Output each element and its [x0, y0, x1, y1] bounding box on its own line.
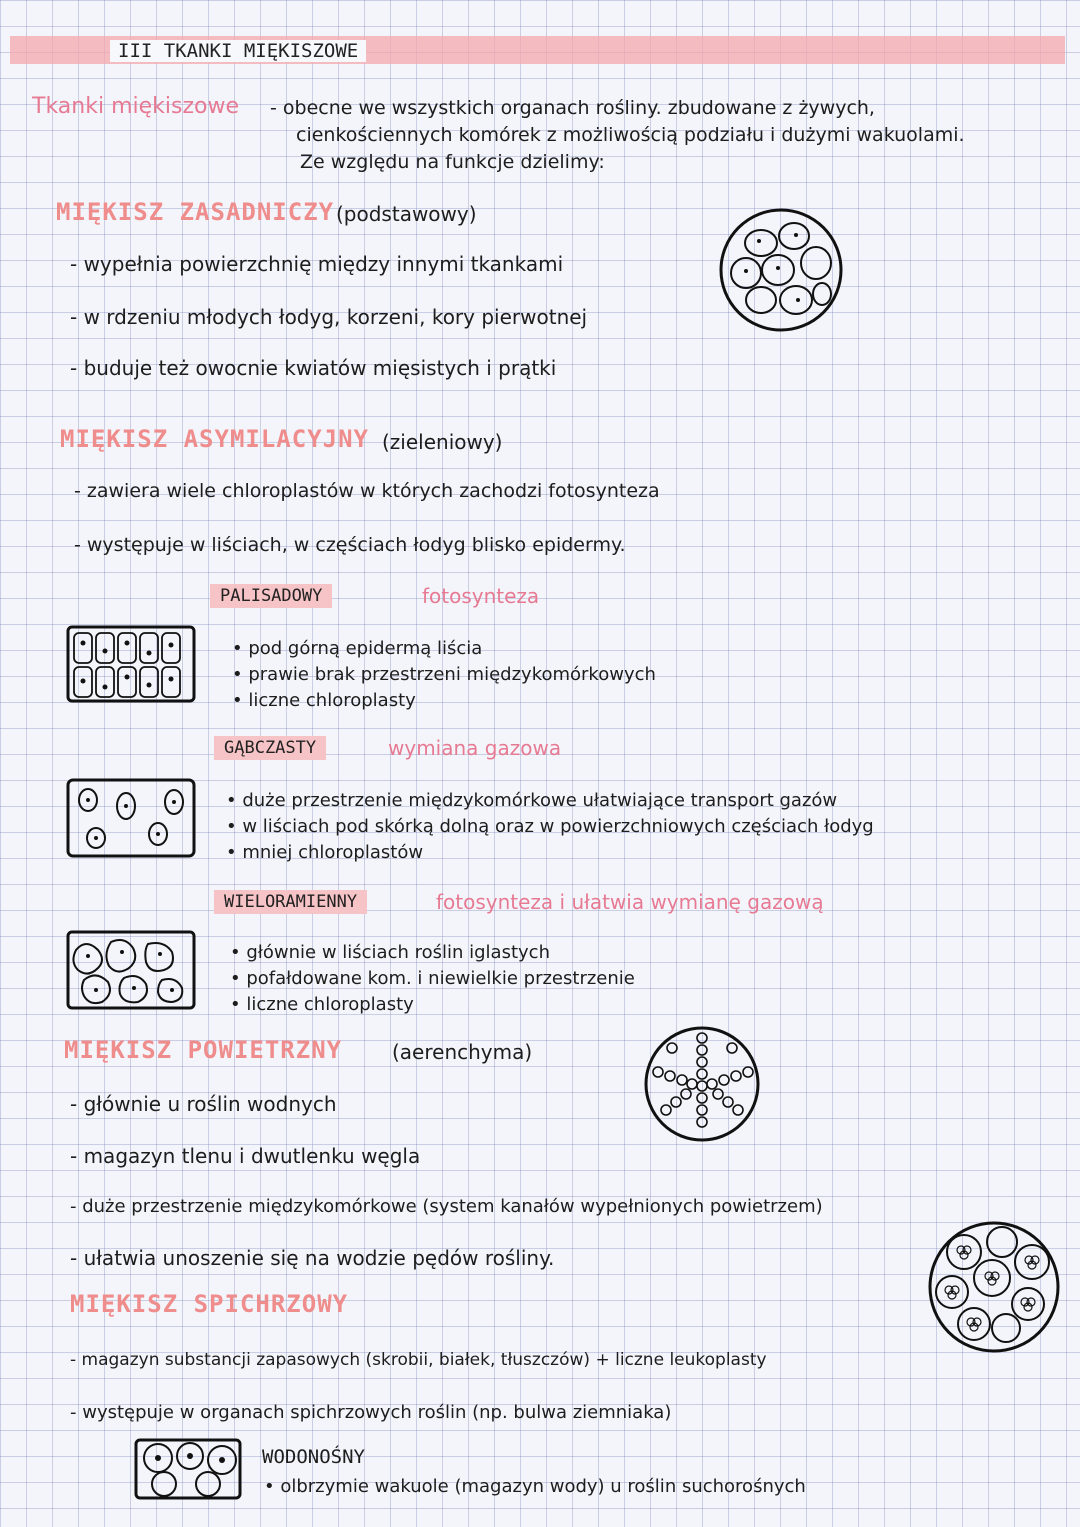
zasadniczy-cell-drawing: [716, 208, 846, 332]
note-powietrzny: (aerenchyma): [392, 1040, 533, 1064]
palisadowy-item-2: • prawie brak przestrzeni międzykomórkowych: [232, 662, 656, 688]
zasadniczy-item-1: - wypełnia powierzchnię między innymi tkankami: [70, 252, 564, 276]
spichrzowy-item-1: - magazyn substancji zapasowych (skrobii, białek, tłuszczów) + liczne leukoplasty: [70, 1350, 767, 1370]
powietrzny-item-4: - ułatwia unoszenie się na wodzie pędów rośliny.: [70, 1246, 555, 1270]
gabczasty-item-2: • w liściach pod skórką dolną oraz w powierzchniowych częściach łodyg: [226, 814, 874, 840]
tag-wieloramienny: WIELORAMIENNY: [214, 890, 367, 914]
zasadniczy-item-2: - w rdzeniu młodych łodyg, korzeni, kory pierwotnej: [70, 305, 588, 329]
palisadowy-cell-drawing: [66, 625, 196, 703]
tag-gabczasty: GĄBCZASTY: [214, 736, 326, 760]
heading-powietrzny: MIĘKISZ POWIETRZNY: [64, 1036, 343, 1064]
wieloramienny-item-1: • głównie w liściach roślin iglastych: [230, 940, 635, 966]
palisadowy-item-3: • liczne chloroplasty: [232, 688, 656, 714]
wieloramienny-item-2: • pofałdowane kom. i niewielkie przestrzenie: [230, 966, 635, 992]
heading-zasadniczy: MIĘKISZ ZASADNICZY: [56, 198, 335, 226]
gabczasty-list: [226, 788, 874, 866]
note-asymilacyjny: (zieleniowy): [382, 430, 503, 454]
function-palisadowy: fotosynteza: [422, 584, 540, 608]
intro-term: Tkanki miękiszowe: [32, 94, 239, 119]
wodonosny-cell-drawing: [134, 1438, 242, 1500]
label-wodonosny: WODONOŚNY: [262, 1446, 365, 1468]
asymilacyjny-item-1: - zawiera wiele chloroplastów w których zachodzi fotosynteza: [74, 480, 660, 502]
intro-line-1: - obecne we wszystkich organach rośliny. zbudowane z żywych,: [270, 97, 875, 119]
powietrzny-cell-drawing: [642, 1026, 762, 1142]
note-zasadniczy: (podstawowy): [336, 202, 477, 226]
function-gabczasty: wymiana gazowa: [388, 736, 562, 760]
wieloramienny-list: [230, 940, 635, 1018]
powietrzny-item-2: - magazyn tlenu i dwutlenku węgla: [70, 1144, 421, 1168]
gabczasty-cell-drawing: [66, 778, 196, 858]
powietrzny-item-3: - duże przestrzenie międzykomórkowe (system kanałów wypełnionych powietrzem): [70, 1196, 823, 1217]
palisadowy-list: [232, 636, 656, 714]
wodonosny-item-1: • olbrzymie wakuole (magazyn wody) u roślin suchorośnych: [264, 1474, 806, 1500]
gabczasty-item-3: • mniej chloroplastów: [226, 840, 874, 866]
intro-line-3: Ze względu na funkcje dzielimy:: [300, 151, 605, 173]
palisadowy-item-1: • pod górną epidermą liścia: [232, 636, 656, 662]
page-title: III TKANKI MIĘKISZOWE: [110, 40, 366, 62]
zasadniczy-item-3: - buduje też owocnie kwiatów mięsistych i prątki: [70, 356, 557, 380]
intro-line-2: cienkościennych komórek z możliwością podziału i dużymi wakuolami.: [296, 124, 965, 146]
powietrzny-item-1: - głównie u roślin wodnych: [70, 1092, 337, 1116]
wieloramienny-item-3: • liczne chloroplasty: [230, 992, 635, 1018]
tag-palisadowy: PALISADOWY: [210, 584, 332, 608]
asymilacyjny-item-2: - występuje w liściach, w częściach łodyg blisko epidermy.: [74, 534, 626, 556]
gabczasty-item-1: • duże przestrzenie międzykomórkowe ułatwiające transport gazów: [226, 788, 874, 814]
function-wieloramienny: fotosynteza i ułatwia wymianę gazową: [436, 890, 824, 914]
wieloramienny-cell-drawing: [66, 930, 196, 1010]
spichrzowy-item-2: - występuje w organach spichrzowych roślin (np. bulwa ziemniaka): [70, 1402, 672, 1423]
wodonosny-list: [264, 1474, 806, 1500]
spichrzowy-cell-drawing: [924, 1220, 1064, 1354]
heading-spichrzowy: MIĘKISZ SPICHRZOWY: [70, 1290, 349, 1318]
heading-asymilacyjny: MIĘKISZ ASYMILACYJNY: [60, 425, 369, 453]
